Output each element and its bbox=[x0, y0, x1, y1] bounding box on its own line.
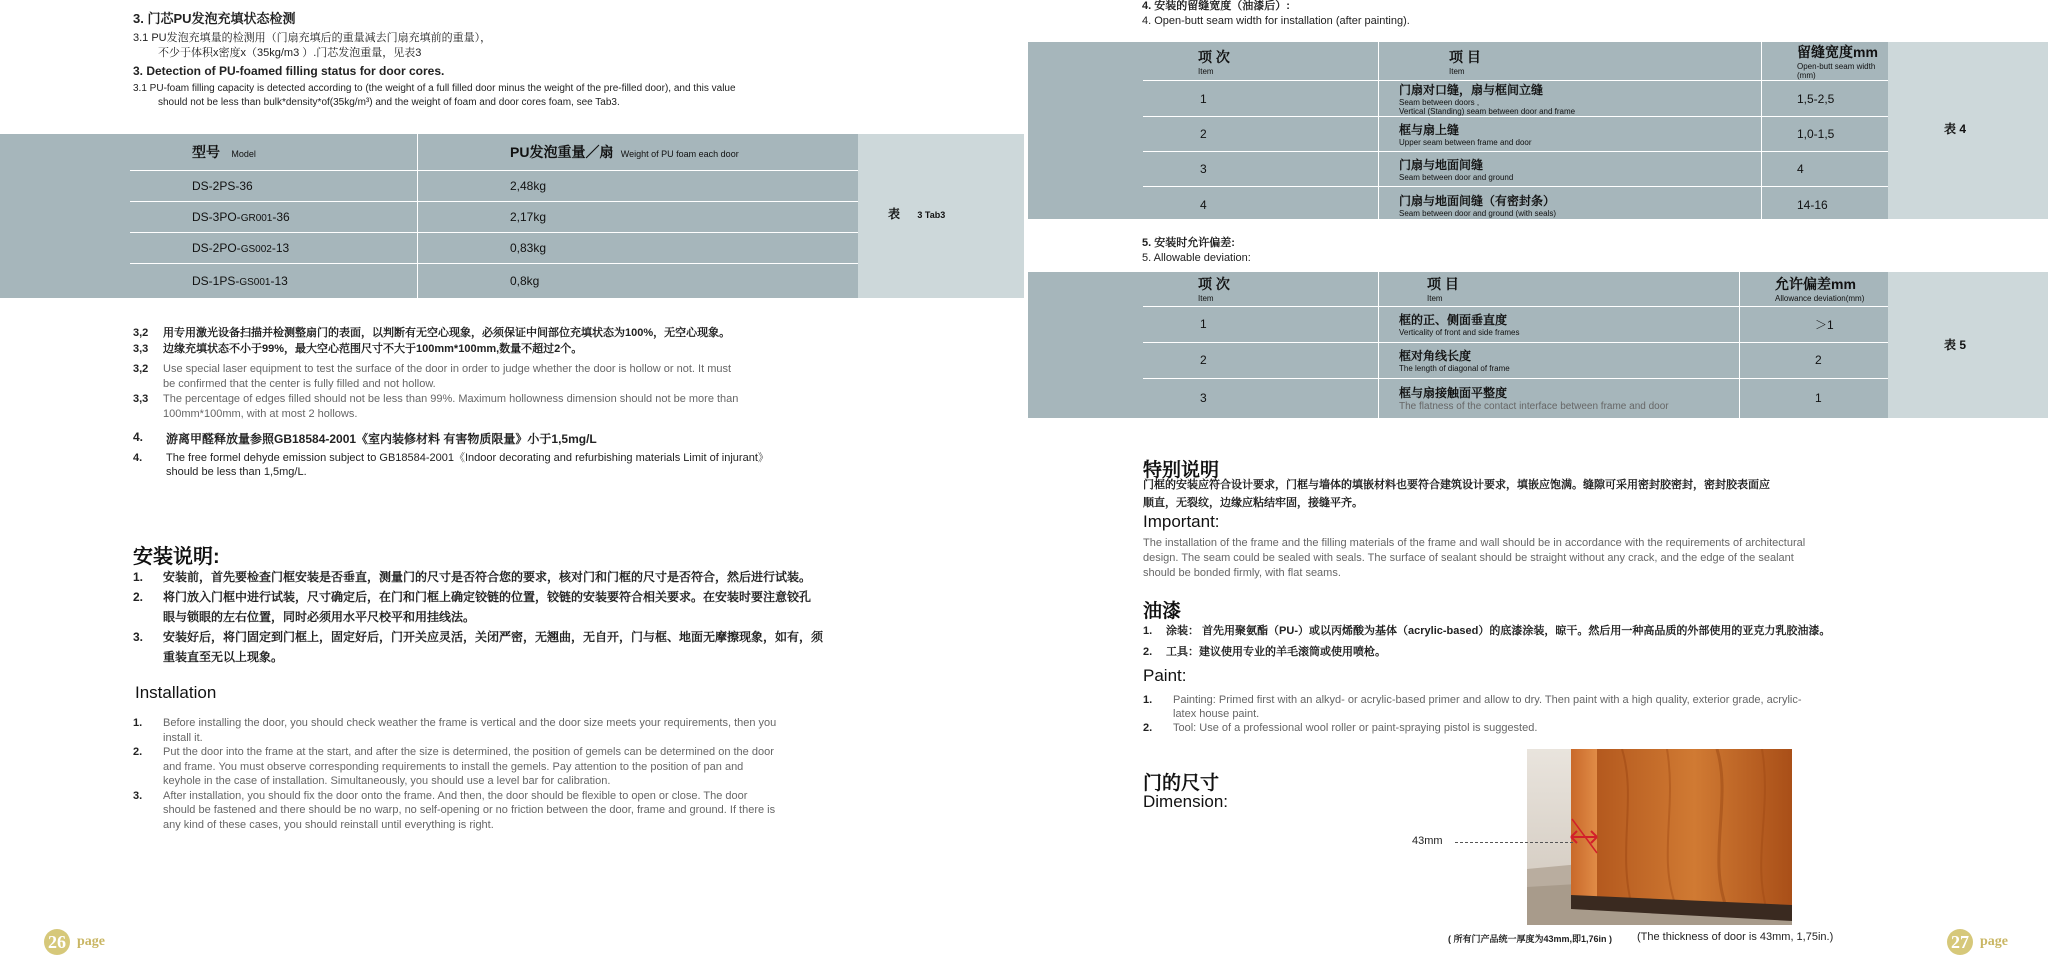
paint-zh-1: 涂装： 首先用聚氨酯（PU-）或以丙烯酸为基体（acrylic-based）的底漆涂装，晾干。然后用一种高品质的外部使用的亚克力乳胶油漆。 bbox=[1166, 625, 1831, 637]
table5-header: 项 次 Item 项 目 Item 允许偏差mm Allowance deviation(mm) bbox=[1143, 272, 1888, 306]
table-row: 3 框与扇接触面平整度 The flatness of the contact interface between frame and door 1 bbox=[1143, 378, 1888, 418]
paint-heading-en: Paint: bbox=[1143, 666, 1187, 685]
sec3-2-en-num: 3,2 bbox=[133, 363, 149, 375]
table3-header bbox=[130, 134, 858, 170]
weight-cell: 2,48kg bbox=[418, 170, 859, 201]
model-cell: DS-2PS-36 bbox=[192, 178, 253, 193]
sec3-3-en-b: 100mm*100mm, with at most 2 hollows. bbox=[163, 408, 358, 420]
list-item: 1. Before installing the door, you should check weather the frame is vertical and the door size meets your requirements, then you install it. bbox=[133, 717, 777, 744]
sec4-num: 4. bbox=[133, 430, 144, 444]
install-zh-list bbox=[133, 567, 893, 667]
page-word-left: page bbox=[77, 934, 105, 949]
measure-label: 43mm bbox=[1412, 835, 1443, 847]
dimension-heading-zh: 门的尺寸 bbox=[1143, 773, 1220, 794]
install-en-list bbox=[133, 716, 893, 832]
table-row: 2 框对角线长度 The length of diagonal of frame 2 bbox=[1143, 342, 1888, 378]
sec3-2-en-a: Use special laser equipment to test the surface of the door in order to judge whether the door is hollow or not. It must bbox=[163, 363, 732, 375]
table-row: 2 框与扇上缝 Upper seam between frame and door 1,0-1,5 bbox=[1143, 117, 1888, 152]
table-row bbox=[130, 170, 858, 201]
sec3-1-en-a: 3.1 PU-foam filling capacity is detected according to (the weight of a full filled door minus the weight of the pre-filled door), and this value bbox=[133, 83, 736, 94]
model-sub: GS002 bbox=[240, 243, 272, 255]
table5-tag-band bbox=[1888, 272, 2048, 418]
special-zh-a: 门框的安装应符合设计要求，门框与墙体的填嵌材料也要符合建筑设计要求，填嵌应饱满。缝隙可采用密封胶密封，密封胶表面应 bbox=[1143, 479, 1770, 491]
list-item: 3. After installation, you should fix the door onto the frame. And then, the door should be flexible to open or close. The door should be fastened and there should be no warp, no self-opening or no friction between the door, frame and ground. If there is any kind of these cases, you should reinstall until everything is right. bbox=[133, 789, 776, 831]
table4 bbox=[1143, 42, 1888, 223]
model-end: -13 bbox=[270, 273, 288, 288]
table-row bbox=[130, 263, 858, 298]
table-row: 1 门扇对口缝，扇与框间立缝 Seam between doors , Vertical (Standing) seam between door and frame 1,5-2,5 bbox=[1143, 81, 1888, 117]
list-item: 2. Put the door into the frame at the start, and after the size is determined, the position of gemels can be determined on the door and frame. You must observe corresponding requirements to install the gemels. Pay attention to the position of pan and keyhole in the case of installation. Simultaneously, you should use a level bar for calibration. bbox=[133, 746, 774, 787]
caption-zh: ( 所有门产品统一厚度为43mm,即1,76in ) bbox=[1448, 934, 1613, 944]
table3-col1: 型号 Model bbox=[130, 134, 418, 170]
paint-zh-1-num: 1. bbox=[1143, 625, 1153, 637]
page-number-right: 27 bbox=[1947, 929, 1973, 955]
paint-en-2-num: 2. bbox=[1143, 722, 1153, 734]
paint-zh-2: 工具：建议使用专业的羊毛滚筒或使用喷枪。 bbox=[1166, 646, 1386, 658]
sec3-2-zh-num: 3,2 bbox=[133, 327, 149, 339]
model-sub: GS001 bbox=[239, 276, 271, 288]
model-end: -13 bbox=[271, 240, 290, 255]
item-num: 1 bbox=[1143, 306, 1379, 342]
value-cell: 1 bbox=[1815, 391, 1822, 406]
paint-en-2: Tool: Use of a professional wool roller or paint-spraying pistol is suggested. bbox=[1173, 722, 1538, 734]
list-item: 2. 将门放入门框中进行试装，尺寸确定后，在门和门框上确定铰链的位置，铰链的安装要符合相关要求。在安装时要注意铰孔 眼与锁眼的左右位置，同时必须用水平尺校平和用挂线法。 bbox=[133, 590, 812, 624]
value-cell: ＞1 bbox=[1740, 306, 1889, 342]
table3-tag: 表 3 Tab3 bbox=[888, 207, 946, 221]
table4-header: 项 次 Item 项 目 Item 留缝宽度mm Open-butt seam width (mm) bbox=[1143, 42, 1888, 81]
sec3-1-zh-a: 3.1 PU发泡充填量的检测用（门扇充填后的重量减去门扇充填前的重量）， bbox=[133, 32, 492, 44]
model-end: -36 bbox=[272, 209, 290, 224]
table5 bbox=[1143, 272, 1888, 418]
sec3-2-zh: 用专用激光设备扫描并检测整扇门的表面，以判断有无空心现象，必须保证中间部位充填状态为100%，无空心现象。 bbox=[163, 327, 731, 339]
value-cell: 1,0-1,5 bbox=[1762, 117, 1889, 152]
sec3-2-en-b: be confirmed that the center is fully filled and not hollow. bbox=[163, 378, 436, 390]
sec3-3-zh: 边缘充填状态不小于99%，最大空心范围尺寸不大于100mm*100mm,数量不超过2个。 bbox=[163, 343, 583, 355]
page-word-right: page bbox=[1980, 934, 2008, 949]
table3 bbox=[130, 134, 858, 298]
sec3-1-zh-b: 不少于体积x密度x（35kg/m3 ）.门芯发泡重量，见表3 bbox=[158, 47, 422, 59]
paint-zh-2-num: 2. bbox=[1143, 646, 1153, 658]
sec3-title-zh: 3. 门芯PU发泡充填状态检测 bbox=[133, 11, 296, 26]
paint-heading-zh: 油漆 bbox=[1143, 601, 1182, 622]
table3-col2: PU发泡重量／扇 Weight of PU foam each door bbox=[418, 134, 859, 170]
model-cell: DS-3PO- bbox=[192, 209, 241, 224]
table-row: 1 框的正、侧面垂直度 Verticality of front and side frames ＞1 bbox=[1143, 306, 1888, 342]
top-en: 4. Open-butt seam width for installation (after painting). bbox=[1142, 15, 1410, 27]
sec3-3-zh-num: 3,3 bbox=[133, 343, 149, 355]
model-sub: GR001 bbox=[240, 212, 273, 224]
weight-cell: 2,17kg bbox=[418, 201, 859, 232]
item-num: 3 bbox=[1143, 152, 1379, 187]
value-cell: 1,5-2,5 bbox=[1762, 81, 1889, 117]
sec3-title-en: 3. Detection of PU-foamed filling status for door cores. bbox=[133, 64, 445, 78]
sec3-3-en-num: 3,3 bbox=[133, 393, 149, 405]
model-cell: DS-1PS- bbox=[192, 273, 240, 288]
page-number-left: 26 bbox=[44, 929, 70, 955]
table4-tag: 表 4 bbox=[1944, 122, 1967, 136]
list-item: 1. 安装前，首先要检查门框安装是否垂直，测量门的尺寸是否符合您的要求，核对门和门框的尺寸是否符合，然后进行试装。 bbox=[133, 570, 812, 584]
special-heading-zh: 特别说明 bbox=[1143, 460, 1220, 481]
value-cell: 14-16 bbox=[1797, 197, 1828, 212]
list-item: 3. 安装好后，将门固定到门框上，固定好后，门开关应灵活，关闭严密，无翘曲，无自开，门与框、地面无摩擦现象，如有，须 重装直至无以上现象。 bbox=[133, 630, 824, 664]
table-row bbox=[130, 232, 858, 263]
measure-leader bbox=[1455, 842, 1573, 843]
weight-cell: 0,83kg bbox=[418, 232, 859, 263]
install-heading-zh: 安装说明: bbox=[133, 546, 220, 568]
caption-en: (The thickness of door is 43mm, 1,75in.) bbox=[1637, 931, 1834, 943]
item-num: 2 bbox=[1143, 117, 1379, 152]
value-cell: 4 bbox=[1762, 152, 1889, 187]
table-row: 4 门扇与地面间缝（有密封条） Seam between door and ground (with seals) 14-16 bbox=[1143, 187, 1888, 223]
table4-tag-band bbox=[1888, 42, 2048, 219]
table5-tag: 表 5 bbox=[1944, 338, 1967, 352]
paint-en-1-num: 1. bbox=[1143, 694, 1153, 706]
sec5-en: 5. Allowable deviation: bbox=[1142, 252, 1251, 264]
special-en-b: design. The seam could be sealed with seals. The surface of sealant should be straight without any crack, and the edge of the sealant bbox=[1143, 552, 1794, 564]
sec3-1-en-b: should not be less than bulk*density*of(35kg/m³) and the weight of foam and door cores foam, see Tab3. bbox=[158, 97, 620, 108]
table-row bbox=[130, 201, 858, 232]
door-edge-photo bbox=[1527, 749, 1792, 925]
weight-cell: 0,8kg bbox=[510, 273, 540, 288]
model-cell: DS-2PO- bbox=[192, 240, 241, 255]
top-zh: 4. 安装的留缝宽度（油漆后）: bbox=[1142, 0, 1290, 12]
dimension-heading-en: Dimension: bbox=[1143, 792, 1229, 811]
item-num: 2 bbox=[1143, 342, 1379, 378]
paint-en-1-a: Painting: Primed first with an alkyd- or acrylic-based primer and allow to dry. Then paint with a high quality, exterior grade, acrylic- bbox=[1173, 694, 1802, 706]
sec4-en-b: should be less than 1,5mg/L. bbox=[166, 466, 307, 478]
item-num: 4 bbox=[1143, 187, 1379, 223]
special-heading-en: Important: bbox=[1143, 512, 1220, 531]
item-num: 3 bbox=[1143, 378, 1379, 418]
install-heading-en: Installation bbox=[135, 683, 217, 702]
special-en-c: should be bonded firmly, with flat seams. bbox=[1143, 567, 1341, 579]
item-num: 1 bbox=[1143, 81, 1379, 117]
sec3-3-en-a: The percentage of edges filled should not be less than 99%. Maximum hollowness dimension should not be more than bbox=[163, 393, 739, 405]
sec5-zh: 5. 安装时允许偏差: bbox=[1142, 237, 1235, 249]
sec4-zh: 游离甲醛释放量参照GB18584-2001《室内装修材料 有害物质限量》小于1,5mg/L bbox=[166, 432, 597, 446]
sec4-en-num: 4. bbox=[133, 452, 143, 464]
special-zh-b: 顺直，无裂纹，边缘应粘结牢固，接缝平齐。 bbox=[1143, 497, 1363, 509]
special-en-a: The installation of the frame and the filling materials of the frame and wall should be in accordance with the requirements of architectural bbox=[1143, 537, 1806, 549]
table-row: 3 门扇与地面间缝 Seam between door and ground 4 bbox=[1143, 152, 1888, 187]
paint-en-1-b: latex house paint. bbox=[1173, 708, 1260, 720]
sec4-en-a: The free formel dehyde emission subject to GB18584-2001《Indoor decorating and refurbishing materials Limit of injurant》 bbox=[166, 452, 769, 464]
value-cell: 2 bbox=[1740, 342, 1889, 378]
